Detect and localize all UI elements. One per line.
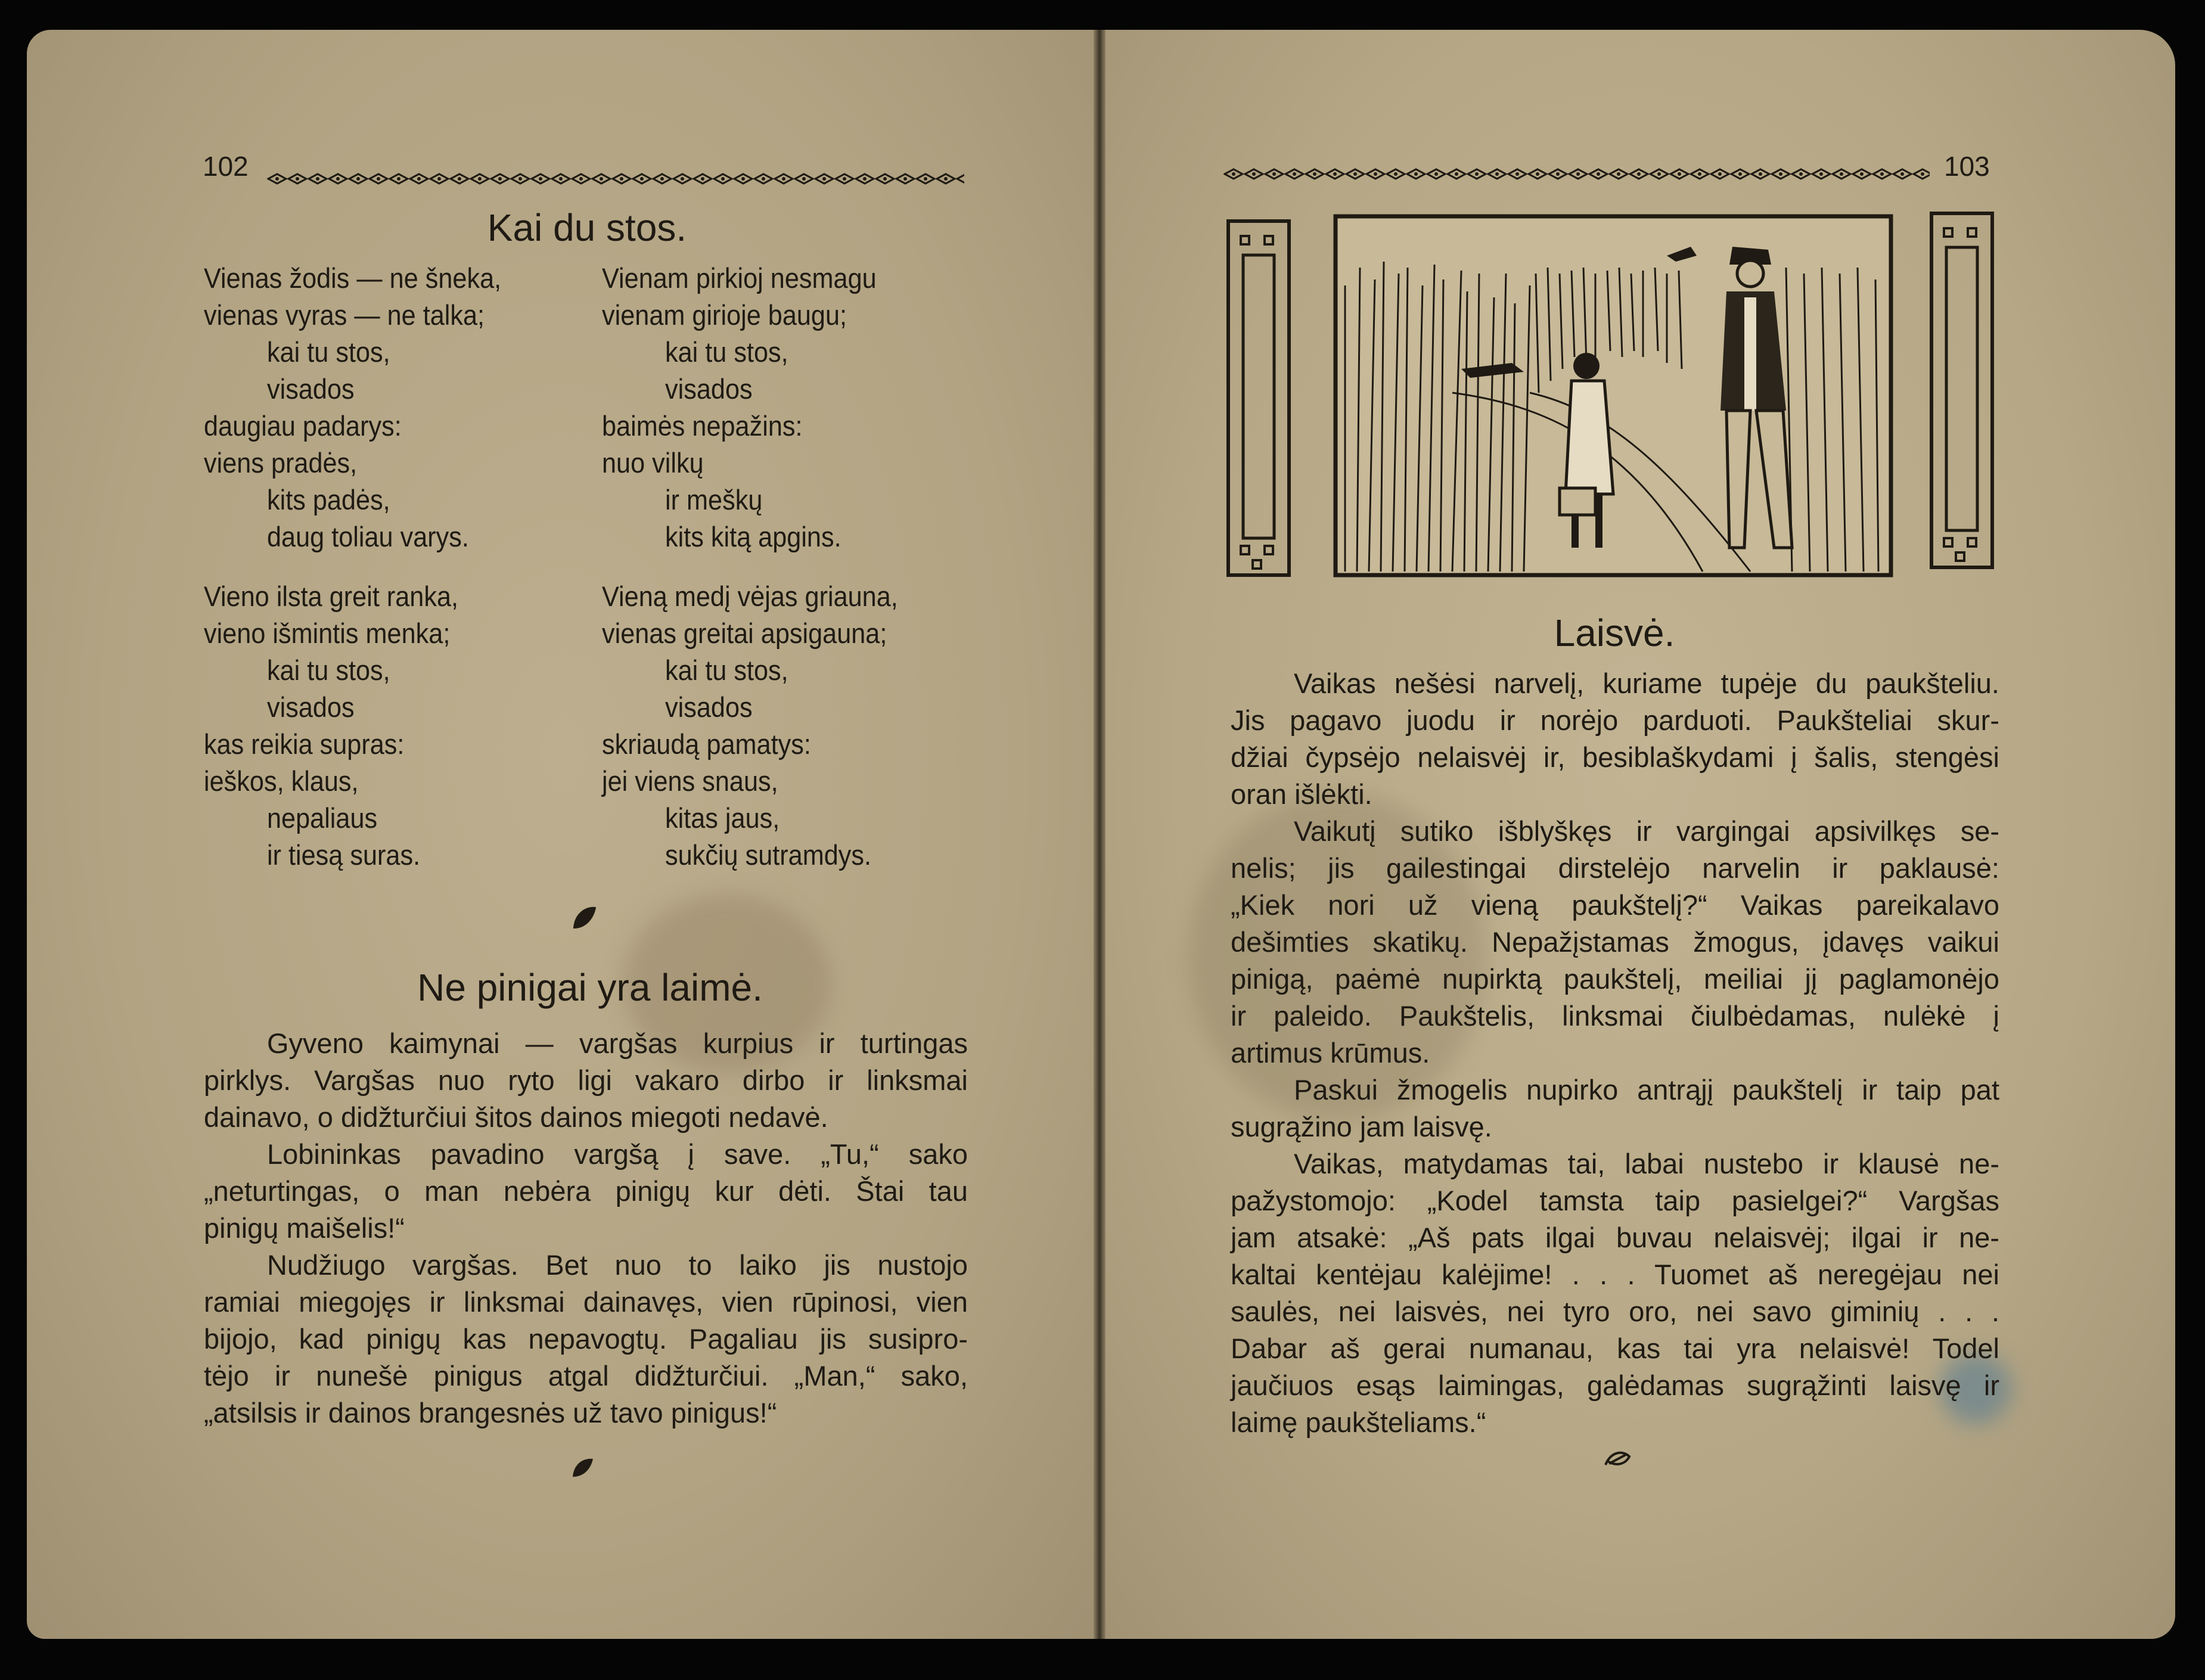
poem-line: kai tu stos, [267,336,390,368]
decorative-panel-left [1226,219,1291,577]
poem-line: Vieną medį vėjas griauna, [602,580,898,612]
poem-stanza-2-col-1 [204,578,480,874]
poem-line: vieno išmintis menka; [204,617,451,649]
leaf-ornament-end-icon [569,1454,596,1481]
story-title-right: Laisvė. [1554,611,1675,654]
text-line: Vaikas, matydamas tai, labai nustebo ir klausė ne- [1294,1148,1999,1179]
leaf-ornament-icon [569,903,599,933]
poem-line: viens pradės, [204,447,358,479]
end-flourish-icon [1603,1448,1633,1469]
text-line: ir paleido. Paukštelis, linksmai čiulbėdamas, nulėkė į [1231,1000,1999,1032]
poem-line: daugiau padarys: [204,410,402,442]
poem-line: kits padės, [267,484,390,516]
poem-stanza-1-col-1 [204,260,527,555]
poem-line: ir meškų [665,484,763,516]
text-line: tėjo ir nunešė pinigus atgal didžturčiui. „Man,“ sako, [204,1360,968,1392]
text-line: nelis; jis gailestingai dirstelėjo narvelin ir paklausė: [1231,852,1999,884]
poem-line: kai tu stos, [665,336,788,368]
text-line: Lobininkas pavadino vargšą į save. „Tu,“ sako [267,1138,968,1170]
text-line: jaučiuos esąs laimingas, galėdamas sugrąžinti laisvę ir [1231,1370,1999,1401]
poem-line: Vienas žodis — ne šneka, [204,262,502,294]
text-line: Jis pagavo juodu ir norėjo parduoti. Paukšteliai skur- [1231,704,1999,736]
poem-line: nepaliaus [267,802,378,834]
text-line: Paskui žmogelis nupirko antrąjį paukštelį ir taip pat [1294,1074,1999,1105]
text-line: sugrąžino jam laisvę. [1231,1111,1492,1142]
poem-line: skriaudą pamatys: [602,728,811,760]
poem-line: kitas jaus, [665,802,780,834]
text-line: saulės, nei laisvės, nei tyro oro, nei savo giminių . . . [1231,1296,1999,1327]
text-line: pažystomojo: „Kodel tamsta taip pasielgei?“ Vargšas [1231,1185,1999,1216]
poem-line: vienas vyras — ne talka; [204,299,485,331]
poem-line: kits kitą apgins. [665,521,841,552]
book-gutter [1094,30,1105,1639]
illustration-boy-and-old-man [1333,214,1893,577]
story-title-left: Ne pinigai yra laimė. [417,966,763,1009]
story-text-left [204,1025,968,1431]
poem-line: nuo vilkų [602,447,704,479]
page-number-left: 102 [203,151,249,182]
poem-line: vienam girioje baugu; [602,299,847,331]
text-line: oran išlėkti. [1231,778,1372,810]
poem-line: sukčių sutramdys. [665,839,872,871]
text-line: dainavo, o didžturčiui šitos dainos miegoti nedavė. [204,1101,828,1133]
poem-line: visados [267,691,355,723]
poem-line: visados [665,691,753,723]
text-line: ramiai miegojęs ir linksmai dainavęs, vien rūpinosi, vien [204,1286,968,1318]
text-line: laimę paukšteliams.“ [1231,1406,1486,1438]
text-line: kaltai kentėjau kalėjime! . . . Tuomet aš neregėjau nei [1231,1259,1999,1290]
poem-line: kai tu stos, [665,654,788,686]
poem-line: ieškos, klaus, [204,765,359,797]
poem-line: jei viens snaus, [602,765,778,797]
poem-line: visados [267,373,355,405]
poem-line: Vieno ilsta greit ranka, [204,580,459,612]
text-line: pinigų maišelis!“ [204,1212,405,1244]
poem-title: Kai du stos. [487,206,687,249]
poem-line: ir tiesą suras. [267,839,421,871]
text-line: Vaikutį sutiko išblyškęs ir vargingai apsivilkęs se- [1294,815,1999,847]
text-line: pinigą, paėmė nupirktą paukštelį, meiliai jį paglamonėjo [1231,963,1999,995]
text-line: bijojo, kad pinigų kas nepavogtų. Pagaliau jis susipro- [204,1323,968,1355]
ornament-rule-left [267,172,964,186]
text-line: pirklys. Vargšas nuo ryto ligi vakaro dirbo ir linksmai [204,1064,968,1096]
poem-line: daug toliau varys. [267,521,469,552]
text-line: „Kiek nori už vieną paukštelį?“ Vaikas pareikalavo [1231,889,1999,921]
poem-line: baimės nepažins: [602,410,803,442]
text-line: Gyveno kaimynai — vargšas kurpius ir turtingas [267,1027,968,1059]
poem-line: kas reikia supras: [204,728,405,760]
text-line: Nudžiugo vargšas. Bet nuo to laiko jis nustojo [267,1249,968,1281]
ornament-rule-right [1223,167,1930,181]
story-text-right [1231,665,1999,1441]
text-line: džiai čypsėjo nelaisvėj ir, besiblaškydami į šalis, stengėsi [1231,741,1999,773]
text-line: artimus krūmus. [1231,1037,1430,1069]
text-line: Dabar aš gerai numanau, kas tai yra nelaisvė! Todel [1231,1333,1999,1364]
text-line: Vaikas nešėsi narvelį, kuriame tupėje du paukšteliu. [1294,667,1999,699]
page-number-right: 103 [1944,151,1990,182]
poem-stanza-1-col-2 [602,260,900,555]
text-line: „neturtingas, o man nebėra pinigų kur dėti. Štai tau [204,1175,968,1207]
decorative-panel-right [1930,212,1994,569]
poem-line: visados [665,373,753,405]
text-line: „atsilsis ir dainos brangesnės už tavo pinigus!“ [204,1397,777,1429]
text-line: dešimties skatikų. Nepažįstamas žmogus, įdavęs vaikui [1231,926,1999,958]
poem-line: Vienam pirkioj nesmagu [602,262,877,294]
poem-line: vienas greitai apsigauna; [602,617,887,649]
text-line: jam atsakė: „Aš pats ilgai buvau nelaisvėj; ilgai ir ne- [1231,1222,1999,1253]
poem-stanza-2-col-2 [602,578,924,874]
poem-line: kai tu stos, [267,654,390,686]
